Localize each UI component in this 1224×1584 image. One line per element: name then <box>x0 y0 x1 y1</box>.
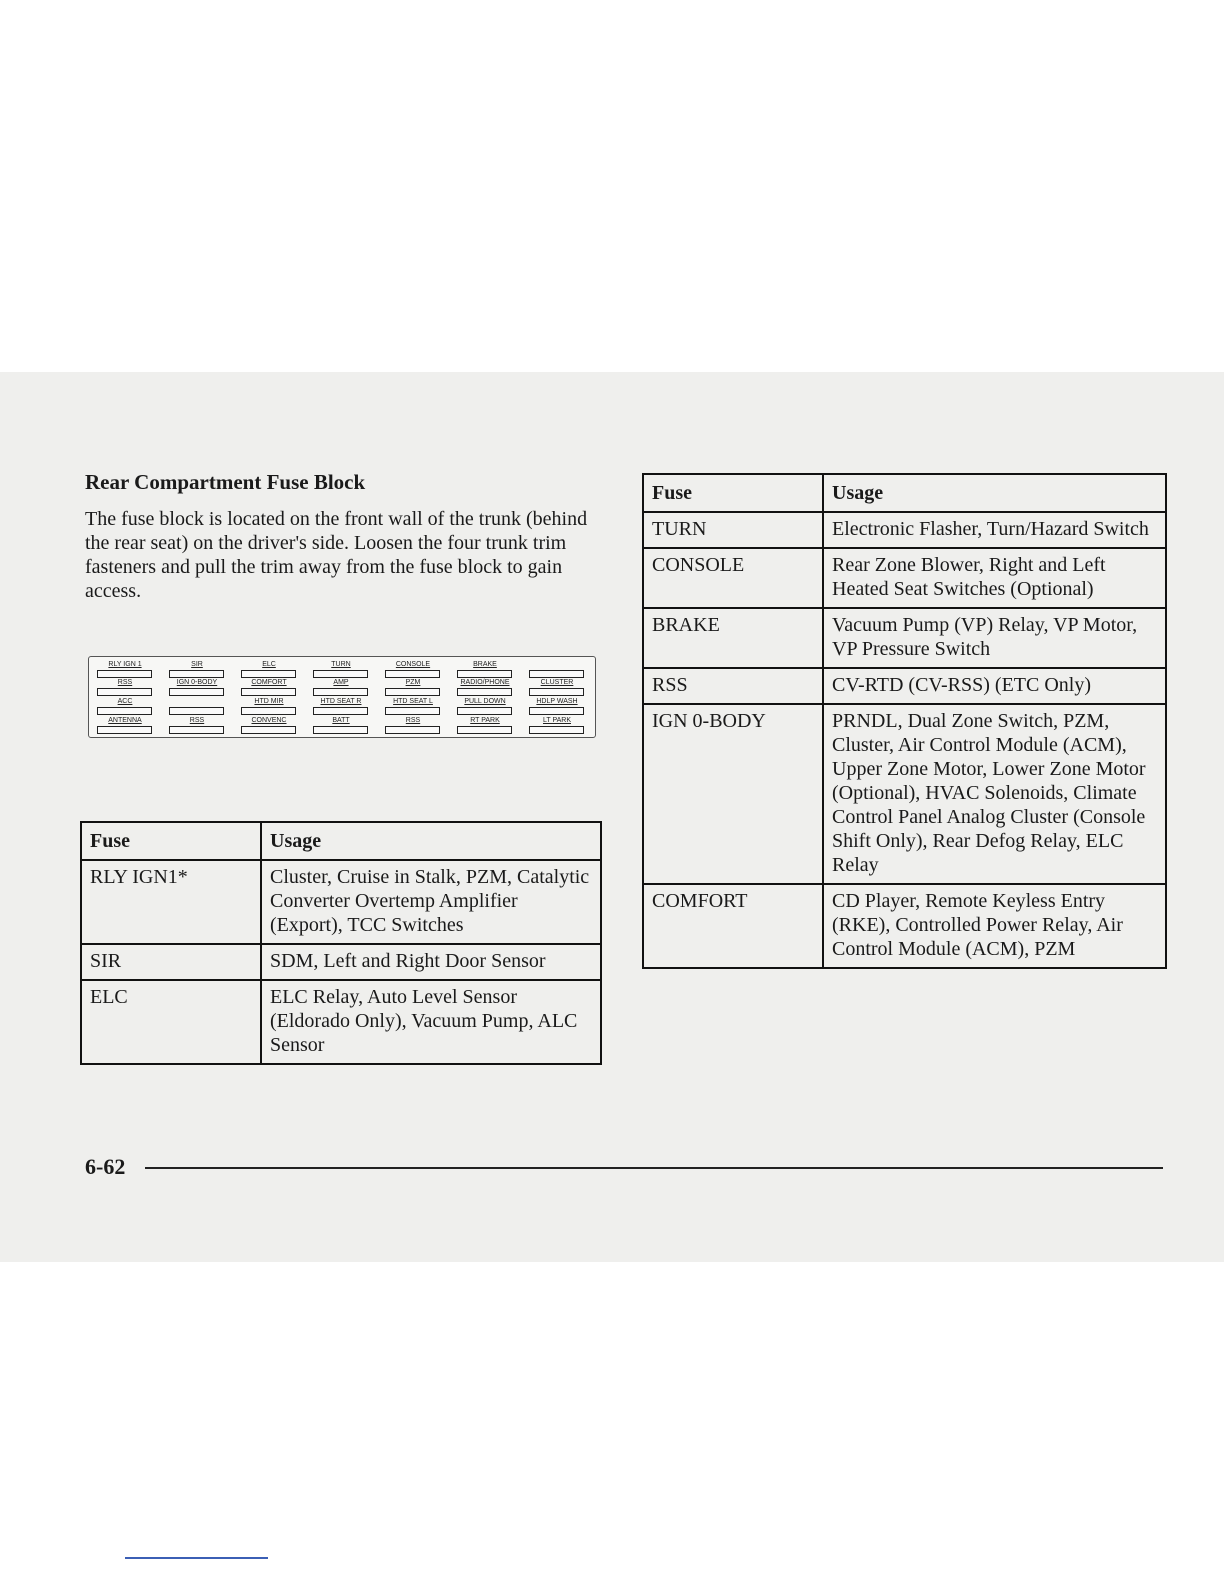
fuse-slot <box>169 726 224 734</box>
fuse-label: CONVENC <box>251 717 287 724</box>
fuse-label: SIR <box>191 661 203 668</box>
fuse-label: HTD SEAT R <box>320 698 362 705</box>
fuse-slot <box>457 726 512 734</box>
fuse-diagram-cell <box>377 661 449 680</box>
fuse-label: CONSOLE <box>395 661 431 668</box>
fuse-slot <box>385 670 440 678</box>
fuse-diagram-row <box>89 698 595 717</box>
fuse-cell: COMFORT <box>643 884 823 968</box>
fuse-label: TURN <box>331 661 351 668</box>
fuse-slot <box>529 707 584 715</box>
fuse-diagram-cell <box>89 698 161 717</box>
fuse-diagram-cell <box>233 679 305 698</box>
usage-cell: CD Player, Remote Keyless Entry (RKE), Controlled Power Relay, Air Control Module (ACM), PZM <box>823 884 1166 968</box>
fuse-diagram-cell <box>233 661 305 680</box>
fuse-slot <box>385 726 440 734</box>
fuse-diagram-cell <box>305 661 377 680</box>
usage-cell: SDM, Left and Right Door Sensor <box>261 944 601 980</box>
usage-cell: PRNDL, Dual Zone Switch, PZM, Cluster, Air Control Module (ACM), Upper Zone Motor, Lower Zone Motor (Optional), HVAC Solenoids, Climate Control Panel Analog Cluster (Console Shift Only), Rear Defog Relay, ELC Relay <box>823 704 1166 884</box>
fuse-slot <box>457 670 512 678</box>
fuse-slot <box>97 707 152 715</box>
fuse-slot <box>97 670 152 678</box>
fuse-label: ACC <box>117 698 133 705</box>
fuse-diagram-cell <box>449 661 521 680</box>
fuse-label: RSS <box>405 717 421 724</box>
fuse-slot <box>313 726 368 734</box>
fuse-diagram-cell <box>449 679 521 698</box>
fuse-cell: SIR <box>81 944 261 980</box>
usage-cell: ELC Relay, Auto Level Sensor (Eldorado Only), Vacuum Pump, ALC Sensor <box>261 980 601 1064</box>
fuse-slot <box>313 670 368 678</box>
fuse-column-header: Fuse <box>81 822 261 860</box>
table-row <box>643 512 1166 548</box>
fuse-table-left <box>80 821 602 1065</box>
table-row <box>81 980 601 1064</box>
fuse-label: CLUSTER <box>540 679 574 686</box>
fuse-slot <box>529 670 584 678</box>
fuse-diagram-cell <box>305 717 377 736</box>
fuse-slot <box>241 707 296 715</box>
fuse-diagram-cell <box>521 661 593 680</box>
fuse-slot <box>169 670 224 678</box>
fuse-label: BRAKE <box>473 661 497 668</box>
table-row <box>643 884 1166 968</box>
fuse-slot <box>385 688 440 696</box>
fuse-slot <box>313 707 368 715</box>
page-number: 6-62 <box>85 1154 126 1179</box>
section-title: Rear Compartment Fuse Block <box>85 470 366 494</box>
fuse-label: HTD MIR <box>254 698 284 705</box>
table-header-row <box>643 474 1166 512</box>
fuse-label: ELC <box>262 661 276 668</box>
fuse-slot <box>313 688 368 696</box>
fuse-cell: RLY IGN1* <box>81 860 261 944</box>
usage-column-header: Usage <box>823 474 1166 512</box>
fuse-label: RT PARK <box>470 717 500 724</box>
fuse-label: HTD SEAT L <box>393 698 433 705</box>
bottom-divider <box>125 1557 268 1559</box>
fuse-diagram-cell <box>449 698 521 717</box>
fuse-diagram-row <box>89 717 595 736</box>
fuse-slot <box>529 688 584 696</box>
fuse-diagram-row <box>89 679 595 698</box>
table-row <box>81 860 601 944</box>
fuse-cell: BRAKE <box>643 608 823 668</box>
fuse-slot <box>241 688 296 696</box>
fuse-label: HDLP WASH <box>536 698 578 705</box>
fuse-diagram-cell <box>521 679 593 698</box>
usage-cell: Rear Zone Blower, Right and Left Heated Seat Switches (Optional) <box>823 548 1166 608</box>
table-row <box>81 944 601 980</box>
fuse-diagram-cell <box>305 679 377 698</box>
fuse-slot <box>97 726 152 734</box>
usage-column-header: Usage <box>261 822 601 860</box>
fuse-cell: TURN <box>643 512 823 548</box>
fuse-label: RSS <box>117 679 133 686</box>
fuse-column-header: Fuse <box>643 474 823 512</box>
fuse-slot <box>457 707 512 715</box>
fuse-block-diagram <box>88 656 596 738</box>
fuse-label: COMFORT <box>251 679 287 686</box>
usage-cell: CV-RTD (CV-RSS) (ETC Only) <box>823 668 1166 704</box>
fuse-slot <box>529 726 584 734</box>
fuse-cell: CONSOLE <box>643 548 823 608</box>
table-header-row <box>81 822 601 860</box>
fuse-label: ANTENNA <box>108 717 142 724</box>
fuse-slot <box>241 726 296 734</box>
table-row <box>643 608 1166 668</box>
fuse-label: RSS <box>189 717 205 724</box>
fuse-diagram-cell <box>377 679 449 698</box>
usage-cell: Cluster, Cruise in Stalk, PZM, Catalytic Converter Overtemp Amplifier (Export), TCC Switches <box>261 860 601 944</box>
fuse-label: PZM <box>405 679 421 686</box>
fuse-diagram-cell <box>161 661 233 680</box>
fuse-diagram-row <box>89 661 595 680</box>
fuse-slot <box>169 688 224 696</box>
table-row <box>643 548 1166 608</box>
fuse-cell: IGN 0-BODY <box>643 704 823 884</box>
fuse-diagram-cell <box>449 717 521 736</box>
fuse-cell: RSS <box>643 668 823 704</box>
fuse-diagram-cell <box>161 679 233 698</box>
table-row <box>643 704 1166 884</box>
fuse-label: BATT <box>332 717 350 724</box>
fuse-label: PULL DOWN <box>464 698 506 705</box>
fuse-slot <box>97 688 152 696</box>
table-row <box>643 668 1166 704</box>
fuse-diagram-cell <box>161 717 233 736</box>
fuse-label: IGN 0-BODY <box>176 679 218 686</box>
fuse-diagram-cell <box>233 717 305 736</box>
fuse-table-right <box>642 473 1167 969</box>
fuse-slot <box>385 707 440 715</box>
fuse-cell: ELC <box>81 980 261 1064</box>
intro-paragraph: The fuse block is located on the front wall of the trunk (behind the rear seat) on the driver's side. Loosen the four trunk trim fasteners and pull the trim away from the fuse block to gain access. <box>85 508 588 602</box>
usage-cell: Electronic Flasher, Turn/Hazard Switch <box>823 512 1166 548</box>
fuse-slot <box>169 707 224 715</box>
fuse-diagram-cell <box>89 679 161 698</box>
fuse-diagram-cell <box>89 717 161 736</box>
fuse-label: AMP <box>333 679 349 686</box>
fuse-slot <box>457 688 512 696</box>
fuse-diagram-cell <box>89 661 161 680</box>
fuse-diagram-cell <box>377 698 449 717</box>
fuse-diagram-cell <box>305 698 377 717</box>
fuse-label: RLY IGN 1 <box>108 661 142 668</box>
usage-cell: Vacuum Pump (VP) Relay, VP Motor, VP Pressure Switch <box>823 608 1166 668</box>
fuse-label: LT PARK <box>542 717 571 724</box>
fuse-diagram-cell <box>377 717 449 736</box>
fuse-diagram-cell <box>521 717 593 736</box>
fuse-diagram-cell <box>521 698 593 717</box>
fuse-label: RADIO/PHONE <box>460 679 510 686</box>
fuse-diagram-cell <box>161 698 233 717</box>
fuse-slot <box>241 670 296 678</box>
footer-rule <box>145 1167 1163 1169</box>
fuse-diagram-cell <box>233 698 305 717</box>
